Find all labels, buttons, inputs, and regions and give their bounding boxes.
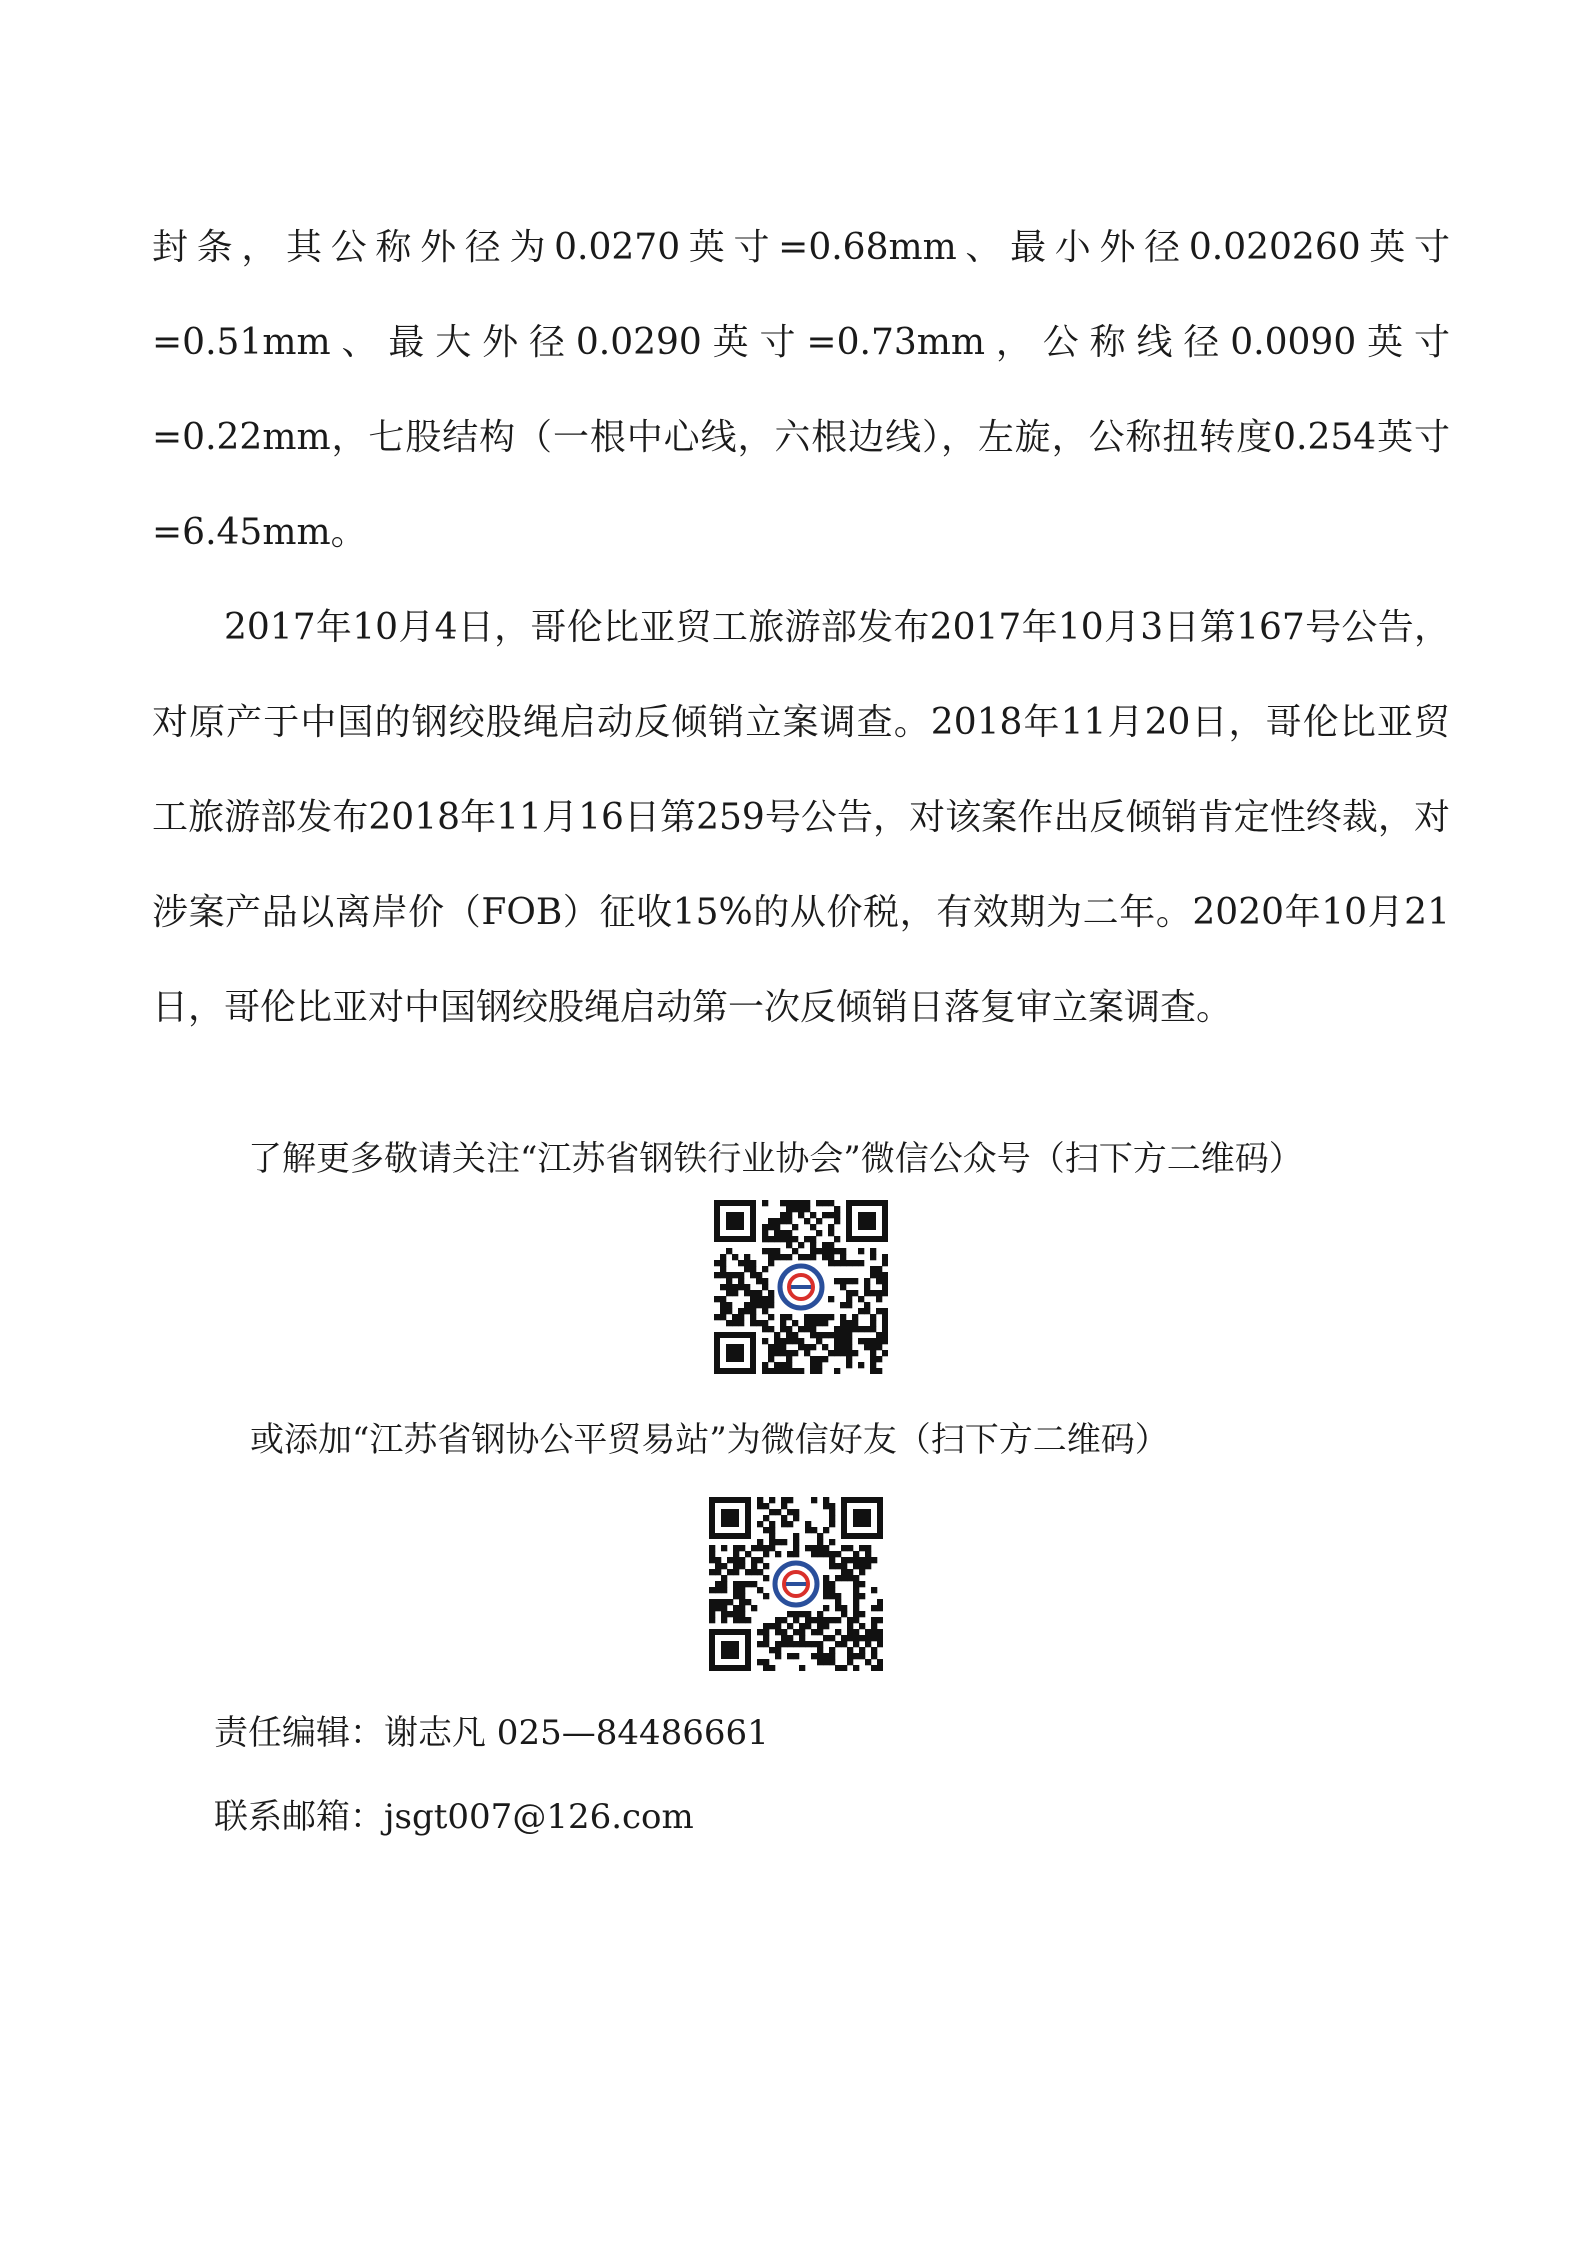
wechat-friend-qr[interactable] (709, 1497, 883, 1671)
paragraph-case-history: 2017年10月4日，哥伦比亚贸工旅游部发布2017年10月3日第167号公告，对原产于中国的钢绞股绳启动反倾销立案调查。2018年11月20日，哥伦比亚贸工旅游部发布2018年11月16日第259号公告，对该案作出反倾销肯定性终裁，对涉案产品以离岸价（FOB）征收15%的从价税，有效期为二年。2020年10月21日，哥伦比亚对中国钢绞股绳启动第一次反倾销日落复审立案调查。 (152, 607, 1450, 1028)
qr-finder-pattern (712, 1500, 748, 1536)
association-logo-icon (770, 1558, 822, 1610)
wechat-official-account-qr[interactable] (714, 1200, 888, 1374)
qr-code-icon (709, 1497, 883, 1671)
qr-code-icon (714, 1200, 888, 1374)
qr-finder-pattern (712, 1632, 748, 1668)
email-line: 联系邮箱：jsgt007@126.com (214, 1797, 694, 1837)
editor-line: 责任编辑：谢志凡 025—84486661 (214, 1713, 769, 1753)
paragraph-continuation: 封条，其公称外径为0.0270英寸=0.68mm、最小外径0.020260英寸=0.51mm、最大外径0.0290英寸=0.73mm，公称线径0.0090英寸=0.22mm，七股结构（一根中心线，六根边线），左旋，公称扭转度0.254英寸=6.45mm。 (152, 227, 1450, 553)
association-logo-icon (775, 1261, 827, 1313)
qr-finder-pattern (717, 1335, 753, 1371)
article-body (152, 200, 1450, 1055)
follow-caption: 了解更多敬请关注“江苏省钢铁行业协会”微信公众号（扫下方二维码） (248, 1139, 1303, 1179)
add-friend-caption: 或添加“江苏省钢协公平贸易站”为微信好友（扫下方二维码） (250, 1420, 1169, 1460)
qr-finder-pattern (717, 1203, 753, 1239)
qr-finder-pattern (844, 1500, 880, 1536)
qr-finder-pattern (849, 1203, 885, 1239)
